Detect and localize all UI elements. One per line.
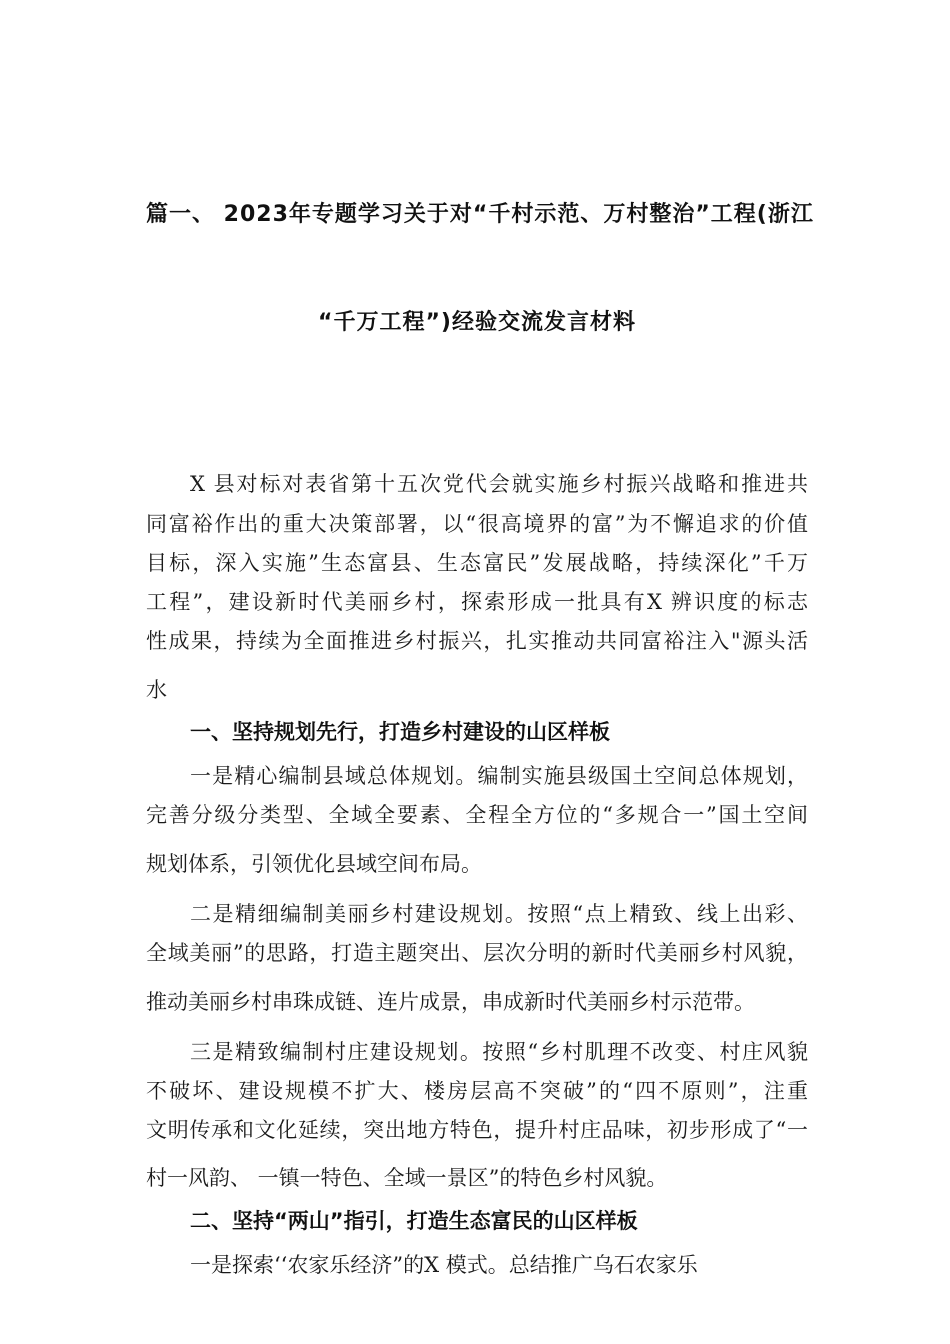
intro-line: 同富裕作出的重大决策部署，以“很高境界的富”为不懈追求的价值: [146, 512, 808, 536]
section-1-paragraph-3-line: 村一风韵、 一镇一特色、全域一景区”的特色乡村风貌。: [146, 1166, 668, 1190]
document-title-line-2: “千万工程”)经验交流发言材料: [318, 310, 636, 335]
section-1-heading: 一、坚持规划先行，打造乡村建设的山区样板: [190, 720, 610, 744]
section-1-paragraph-2-line: 推动美丽乡村串珠成链、连片成景，串成新时代美丽乡村示范带。: [146, 990, 755, 1014]
section-1-paragraph-3-line: 三是精致编制村庄建设规划。按照“乡村肌理不改变、村庄风貌: [190, 1040, 808, 1064]
intro-line: 工程”，建设新时代美丽乡村，探索形成一批具有X 辨识度的标志: [146, 590, 808, 614]
intro-line: 性成果，持续为全面推进乡村振兴，扎实推动共同富裕注入"源头活: [146, 629, 808, 653]
intro-line: 水: [146, 678, 167, 702]
section-1-paragraph-3-line: 不破坏、建设规模不扩大、楼房层高不突破”的“四不原则”，注重: [146, 1079, 808, 1103]
section-1-paragraph-1-line: 完善分级分类型、全域全要素、全程全方位的“多规合一”国土空间: [146, 803, 808, 827]
intro-line: X 县对标对表省第十五次党代会就实施乡村振兴战略和推进共: [190, 472, 808, 496]
section-1-paragraph-1-line: 规划体系，引领优化县域空间布局。: [146, 852, 482, 876]
section-1-paragraph-1-line: 一是精心编制县域总体规划。编制实施县级国土空间总体规划，: [190, 764, 808, 788]
document-title-line-1: 篇一、 2023年专题学习关于对“千村示范、万村整治”工程(浙江: [146, 202, 814, 227]
section-1-paragraph-2-line: 二是精细编制美丽乡村建设规划。按照“点上精致、线上出彩、: [190, 902, 808, 926]
section-2-paragraph-1-line: 一是探索‘‘农家乐经济”的X 模式。总结推广乌石农家乐: [190, 1253, 698, 1277]
section-1-paragraph-3-line: 文明传承和文化延续，突出地方特色，提升村庄品味，初步形成了“一: [146, 1118, 808, 1142]
section-2-heading: 二、坚持“两山”指引，打造生态富民的山区样板: [190, 1209, 638, 1233]
intro-line: 目标，深入实施”生态富县、生态富民”发展战略，持续深化”千万: [146, 551, 808, 575]
section-1-paragraph-2-line: 全域美丽”的思路，打造主题突出、层次分明的新时代美丽乡村风貌，: [146, 941, 808, 965]
